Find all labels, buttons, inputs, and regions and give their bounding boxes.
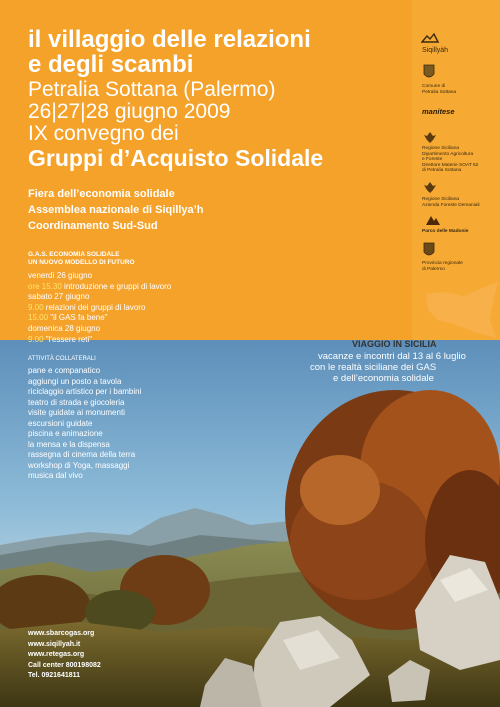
sponsor-caption: Regione Siciliana Azienda Foreste Demaniali <box>422 197 480 208</box>
subtitle-assemblea: Assemblea nazionale di Siqillya’h <box>28 204 204 216</box>
program-list <box>28 271 171 345</box>
footer-link[interactable]: www.siqillyah.it <box>28 640 81 648</box>
list-item: la mensa e la dispensa <box>28 439 110 449</box>
parco-madonie-icon <box>425 213 441 226</box>
subtitle-coordinamento: Coordinamento Sud-Sud <box>28 220 158 232</box>
list-item: workshop di Yoga, massaggi <box>28 460 130 470</box>
manitese-logo-icon: manitese <box>422 107 455 116</box>
program-line: domenica 28 giugno <box>28 323 101 333</box>
regione-eagle-icon <box>423 130 437 144</box>
program-heading-1: G.A.S. ECONOMIA SOLIDALE <box>28 251 120 258</box>
provincia-crest-icon <box>423 242 435 258</box>
foreste-eagle-icon <box>423 180 437 194</box>
list-item: riciclaggio artistico per i bambini <box>28 387 142 396</box>
list-item: visite guidate ai monumenti <box>28 408 125 417</box>
sponsor-caption: Regione Siciliana Dipartimento Agricoltura e Foreste Direttore Materie SOAT 62 di Petralia Sottana <box>422 146 479 174</box>
footer-link[interactable]: www.sbarcogas.org <box>28 630 95 637</box>
event-edition: IX convegno dei <box>28 122 179 145</box>
list-item: escursioni guidate <box>28 418 93 428</box>
program-line: 9.00 relazioni dei gruppi di lavoro <box>28 302 146 312</box>
footer-link[interactable]: www.retegas.org <box>28 651 85 658</box>
footer-phone: Call center 800198082 <box>28 661 101 669</box>
title-line-1: il villaggio delle relazioni <box>28 26 311 53</box>
program-line: 9.00 "l'essere reti" <box>28 334 93 344</box>
sponsor-caption: Siqillyàh <box>422 47 449 54</box>
list-item: teatro di strada e giocoleria <box>28 397 125 407</box>
program-line: venerdì 26 giugno <box>28 271 93 280</box>
collateral-heading: ATTIVITÀ COLLATERALI <box>28 356 96 362</box>
sicily-map-icon <box>424 280 500 340</box>
title-line-2: e degli scambi <box>28 51 194 78</box>
viaggio-heading: VIAGGIO IN SICILIA <box>352 339 437 349</box>
viaggio-line-1: vacanze e incontri dal 13 al 6 luglio <box>318 351 466 362</box>
subtitle-fiera: Fiera dell’economia solidale <box>28 188 175 200</box>
siqillyah-logo-icon <box>421 32 439 46</box>
comune-crest-icon <box>423 64 435 80</box>
list-item: pane e companatico <box>28 366 101 375</box>
viaggio-line-3: e dell’economia solidale <box>333 373 434 384</box>
program-line: 15.00 "il GAS fa bene" <box>28 313 108 323</box>
list-item: piscina e animazione <box>28 429 103 438</box>
event-dates: 26|27|28 giugno 2009 <box>28 100 231 123</box>
event-network-title: Gruppi d’Acquisto Solidale <box>28 145 324 171</box>
list-item: rassegna di cinema della terra <box>28 450 136 459</box>
sponsor-caption: Provincia regionale di Palermo <box>422 261 463 272</box>
footer-contacts <box>28 629 101 682</box>
collateral-list <box>28 366 141 482</box>
sponsor-caption: Comune di Petralia Sottana <box>422 84 457 95</box>
event-location: Petralia Sottana (Palermo) <box>28 78 276 101</box>
program-line: sabato 27 giugno <box>28 292 90 302</box>
viaggio-line-2: con le realtà siciliane dei GAS <box>310 362 437 373</box>
sponsor-caption: Parco delle Madonie <box>422 229 469 234</box>
program-heading-2: UN NUOVO MODELLO DI FUTURO <box>28 259 135 266</box>
list-item: musica dal vivo <box>28 471 83 480</box>
list-item: aggiungi un posto a tavola <box>28 376 122 386</box>
program-line: ore 15.30 introduzione e gruppi di lavoro <box>28 281 172 291</box>
footer-phone: Tel. 0921641811 <box>28 672 81 679</box>
